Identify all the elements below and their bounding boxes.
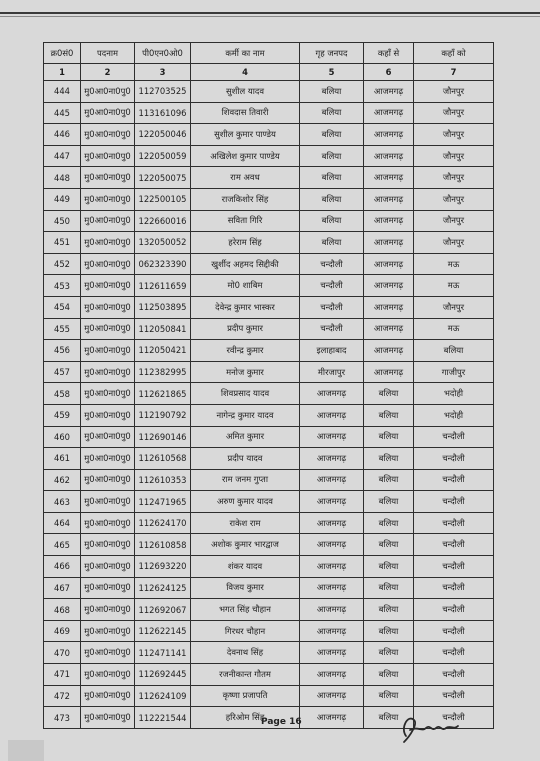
home-district-cell: आजमगढ़ [300,469,364,491]
page-number: Page 16 [261,717,302,727]
from-cell: बलिया [364,491,414,513]
to-cell: चन्दौली [414,707,494,729]
designation-cell: मु0आ0ना0पु0 [81,361,135,383]
column-number-row [44,64,494,81]
home-district-cell: आजमगढ़ [300,448,364,470]
name-cell: विजय कुमार [191,577,300,599]
to-cell: चन्दौली [414,685,494,707]
home-district-cell: आजमगढ़ [300,491,364,513]
to-cell: जौनपुर [414,124,494,146]
home-district-cell: बलिया [300,167,364,189]
table-row [44,426,494,448]
home-district-cell: बलिया [300,124,364,146]
table-row [44,318,494,340]
name-cell: राम अवध [191,167,300,189]
pno-cell: 113161096 [135,102,191,124]
to-cell: बलिया [414,340,494,362]
pno-cell: 122500105 [135,188,191,210]
to-cell: जौनपुर [414,188,494,210]
table-row [44,577,494,599]
serial-cell: 444 [44,81,81,103]
column-header: क्र0सं0 [44,43,81,64]
home-district-cell: चन्दौली [300,318,364,340]
pno-cell: 112471965 [135,491,191,513]
from-cell: आजमगढ़ [364,318,414,340]
name-cell: खुर्शीद अहमद सिद्दीकी [191,253,300,275]
to-cell: जौनपुर [414,210,494,232]
home-district-cell: आजमगढ़ [300,664,364,686]
designation-cell: मु0आ0ना0पु0 [81,404,135,426]
table-row [44,188,494,210]
designation-cell: मु0आ0ना0पु0 [81,383,135,405]
pno-cell: 112692067 [135,599,191,621]
pno-cell: 112622145 [135,620,191,642]
table-row [44,491,494,513]
name-cell: मनोज कुमार [191,361,300,383]
designation-cell: मु0आ0ना0पु0 [81,642,135,664]
home-district-cell: आजमगढ़ [300,556,364,578]
name-cell: राकेश राम [191,512,300,534]
designation-cell: मु0आ0ना0पु0 [81,232,135,254]
designation-cell: मु0आ0ना0पु0 [81,81,135,103]
from-cell: बलिया [364,383,414,405]
pno-cell: 112190792 [135,404,191,426]
pno-cell: 112610568 [135,448,191,470]
to-cell: गाजीपुर [414,361,494,383]
designation-cell: मु0आ0ना0पु0 [81,599,135,621]
from-cell: आजमगढ़ [364,253,414,275]
to-cell: जौनपुर [414,232,494,254]
from-cell: बलिया [364,685,414,707]
to-cell: जौनपुर [414,102,494,124]
from-cell: बलिया [364,512,414,534]
name-cell: सुशील कुमार पाण्डेय [191,124,300,146]
pno-cell: 062323390 [135,253,191,275]
to-cell: चन्दौली [414,426,494,448]
designation-cell: मु0आ0ना0पु0 [81,210,135,232]
serial-cell: 446 [44,124,81,146]
designation-cell: मु0आ0ना0पु0 [81,253,135,275]
column-number: 6 [364,64,414,81]
pno-cell: 112703525 [135,81,191,103]
serial-cell: 462 [44,469,81,491]
designation-cell: मु0आ0ना0पु0 [81,145,135,167]
name-cell: मो0 शाबिम [191,275,300,297]
to-cell: चन्दौली [414,642,494,664]
table-row [44,361,494,383]
designation-cell: मु0आ0ना0पु0 [81,577,135,599]
serial-cell: 464 [44,512,81,534]
name-cell: सविता गिरि [191,210,300,232]
designation-cell: मु0आ0ना0पु0 [81,469,135,491]
home-district-cell: आजमगढ़ [300,685,364,707]
from-cell: आजमगढ़ [364,210,414,232]
designation-cell: मु0आ0ना0पु0 [81,664,135,686]
table-row [44,404,494,426]
name-cell: देवनाथ सिंह [191,642,300,664]
name-cell: राम जनम गुप्ता [191,469,300,491]
designation-cell: मु0आ0ना0पु0 [81,620,135,642]
serial-cell: 469 [44,620,81,642]
to-cell: भदोही [414,383,494,405]
column-header: कर्मी का नाम [191,43,300,64]
name-cell: सुशील यादव [191,81,300,103]
pno-cell: 112621865 [135,383,191,405]
home-district-cell: आजमगढ़ [300,512,364,534]
serial-cell: 451 [44,232,81,254]
pno-cell: 112382995 [135,361,191,383]
column-number: 7 [414,64,494,81]
serial-cell: 473 [44,707,81,729]
from-cell: बलिया [364,620,414,642]
column-number: 4 [191,64,300,81]
from-cell: बलिया [364,577,414,599]
from-cell: आजमगढ़ [364,340,414,362]
scan-artifact [8,740,44,761]
from-cell: बलिया [364,534,414,556]
table-row [44,448,494,470]
serial-cell: 458 [44,383,81,405]
to-cell: चन्दौली [414,664,494,686]
to-cell: चन्दौली [414,599,494,621]
serial-cell: 447 [44,145,81,167]
home-district-cell: आजमगढ़ [300,577,364,599]
table-row [44,469,494,491]
serial-cell: 465 [44,534,81,556]
to-cell: चन्दौली [414,448,494,470]
serial-cell: 461 [44,448,81,470]
name-cell: शिवदास तिवारी [191,102,300,124]
designation-cell: मु0आ0ना0पु0 [81,426,135,448]
name-cell: देवेन्द्र कुमार भास्कर [191,296,300,318]
home-district-cell: चन्दौली [300,275,364,297]
from-cell: बलिया [364,426,414,448]
from-cell: आजमगढ़ [364,167,414,189]
designation-cell: मु0आ0ना0पु0 [81,340,135,362]
pno-cell: 122050059 [135,145,191,167]
to-cell: चन्दौली [414,469,494,491]
from-cell: आजमगढ़ [364,361,414,383]
from-cell: आजमगढ़ [364,124,414,146]
to-cell: जौनपुर [414,167,494,189]
home-district-cell: बलिया [300,210,364,232]
table-row [44,145,494,167]
home-district-cell: बलिया [300,188,364,210]
from-cell: बलिया [364,556,414,578]
serial-cell: 454 [44,296,81,318]
from-cell: बलिया [364,664,414,686]
pno-cell: 112693220 [135,556,191,578]
to-cell: चन्दौली [414,556,494,578]
pno-cell: 112692445 [135,664,191,686]
transfer-table [43,42,494,729]
to-cell: चन्दौली [414,491,494,513]
from-cell: आजमगढ़ [364,102,414,124]
name-cell: प्रदीप यादव [191,448,300,470]
column-number: 3 [135,64,191,81]
home-district-cell: आजमगढ़ [300,426,364,448]
from-cell: आजमगढ़ [364,81,414,103]
table-row [44,124,494,146]
table-row [44,340,494,362]
column-header: कहाँ को [414,43,494,64]
serial-cell: 460 [44,426,81,448]
home-district-cell: आजमगढ़ [300,642,364,664]
serial-cell: 445 [44,102,81,124]
name-cell: अखिलेश कुमार पाण्डेय [191,145,300,167]
table-row [44,512,494,534]
to-cell: जौनपुर [414,81,494,103]
table-row [44,102,494,124]
serial-cell: 456 [44,340,81,362]
to-cell: चन्दौली [414,620,494,642]
serial-cell: 457 [44,361,81,383]
name-cell: प्रदीप कुमार [191,318,300,340]
table-row [44,556,494,578]
home-district-cell: आजमगढ़ [300,620,364,642]
home-district-cell: इलाहाबाद [300,340,364,362]
from-cell: आजमगढ़ [364,145,414,167]
table-row [44,383,494,405]
table-row [44,232,494,254]
from-cell: बलिया [364,448,414,470]
to-cell: मऊ [414,275,494,297]
designation-cell: मु0आ0ना0पु0 [81,102,135,124]
designation-cell: मु0आ0ना0पु0 [81,685,135,707]
home-district-cell: बलिया [300,102,364,124]
signature [396,706,462,746]
pno-cell: 112503895 [135,296,191,318]
from-cell: आजमगढ़ [364,188,414,210]
from-cell: बलिया [364,707,414,729]
designation-cell: मु0आ0ना0पु0 [81,534,135,556]
name-cell: शंकर यादव [191,556,300,578]
serial-cell: 470 [44,642,81,664]
pno-cell: 112624170 [135,512,191,534]
name-cell: रवीन्द्र कुमार [191,340,300,362]
from-cell: बलिया [364,404,414,426]
pno-cell: 112611659 [135,275,191,297]
designation-cell: मु0आ0ना0पु0 [81,275,135,297]
name-cell: हरिओम सिंह [191,707,300,729]
designation-cell: मु0आ0ना0पु0 [81,556,135,578]
serial-cell: 467 [44,577,81,599]
table-row [44,664,494,686]
table-row [44,599,494,621]
to-cell: भदोही [414,404,494,426]
name-cell: हरेराम सिंह [191,232,300,254]
table-row [44,534,494,556]
pno-cell: 112610858 [135,534,191,556]
serial-cell: 453 [44,275,81,297]
home-district-cell: आजमगढ़ [300,383,364,405]
home-district-cell: आजमगढ़ [300,534,364,556]
table-row [44,167,494,189]
name-cell: रजनीकान्त गौतम [191,664,300,686]
to-cell: मऊ [414,253,494,275]
name-cell: अमित कुमार [191,426,300,448]
to-cell: मऊ [414,318,494,340]
serial-cell: 452 [44,253,81,275]
to-cell: जौनपुर [414,145,494,167]
column-header: पदनाम [81,43,135,64]
from-cell: आजमगढ़ [364,275,414,297]
table-body [44,81,494,729]
pno-cell: 122050075 [135,167,191,189]
table-row [44,275,494,297]
designation-cell: मु0आ0ना0पु0 [81,296,135,318]
home-district-cell: आजमगढ़ [300,404,364,426]
pno-cell: 112471141 [135,642,191,664]
pno-cell: 122050046 [135,124,191,146]
serial-cell: 459 [44,404,81,426]
name-cell: अरुण कुमार यादव [191,491,300,513]
from-cell: बलिया [364,469,414,491]
designation-cell: मु0आ0ना0पु0 [81,188,135,210]
home-district-cell: चन्दौली [300,253,364,275]
table-row [44,642,494,664]
name-cell: नागेन्द्र कुमार यादव [191,404,300,426]
serial-cell: 472 [44,685,81,707]
column-number: 2 [81,64,135,81]
to-cell: चन्दौली [414,577,494,599]
home-district-cell: बलिया [300,232,364,254]
designation-cell: मु0आ0ना0पु0 [81,707,135,729]
table-row [44,253,494,275]
serial-cell: 466 [44,556,81,578]
table-row [44,296,494,318]
top-rule-thin [0,16,540,17]
serial-cell: 450 [44,210,81,232]
name-cell: कृष्णा प्रजापति [191,685,300,707]
pno-cell: 112624125 [135,577,191,599]
home-district-cell: चन्दौली [300,296,364,318]
from-cell: आजमगढ़ [364,296,414,318]
serial-cell: 449 [44,188,81,210]
name-cell: भगत सिंह चौहान [191,599,300,621]
pno-cell: 112050421 [135,340,191,362]
column-header: कहाँ से [364,43,414,64]
serial-cell: 471 [44,664,81,686]
home-district-cell: आजमगढ़ [300,707,364,729]
designation-cell: मु0आ0ना0पु0 [81,491,135,513]
column-header: पी0एन0ओ0 [135,43,191,64]
pno-cell: 112221544 [135,707,191,729]
designation-cell: मु0आ0ना0पु0 [81,512,135,534]
from-cell: बलिया [364,642,414,664]
to-cell: चन्दौली [414,534,494,556]
pno-cell: 112690146 [135,426,191,448]
from-cell: आजमगढ़ [364,232,414,254]
pno-cell: 112610353 [135,469,191,491]
designation-cell: मु0आ0ना0पु0 [81,124,135,146]
table-row [44,81,494,103]
designation-cell: मु0आ0ना0पु0 [81,448,135,470]
serial-cell: 448 [44,167,81,189]
name-cell: गिरधर चौहान [191,620,300,642]
serial-cell: 455 [44,318,81,340]
name-cell: अशोक कुमार भारद्वाज [191,534,300,556]
pno-cell: 112624109 [135,685,191,707]
home-district-cell: बलिया [300,145,364,167]
serial-cell: 468 [44,599,81,621]
name-cell: शिवप्रसाद यादव [191,383,300,405]
table-row [44,685,494,707]
to-cell: जौनपुर [414,296,494,318]
table-row [44,210,494,232]
column-number: 1 [44,64,81,81]
header-row [44,43,494,64]
home-district-cell: मीरजापुर [300,361,364,383]
pno-cell: 132050052 [135,232,191,254]
to-cell: चन्दौली [414,512,494,534]
home-district-cell: बलिया [300,81,364,103]
column-header: गृह जनपद [300,43,364,64]
designation-cell: मु0आ0ना0पु0 [81,167,135,189]
pno-cell: 122660016 [135,210,191,232]
serial-cell: 463 [44,491,81,513]
from-cell: बलिया [364,599,414,621]
column-number: 5 [300,64,364,81]
table-row [44,620,494,642]
home-district-cell: आजमगढ़ [300,599,364,621]
name-cell: राजकिशोर सिंह [191,188,300,210]
pno-cell: 112050841 [135,318,191,340]
top-rule [0,12,540,14]
designation-cell: मु0आ0ना0पु0 [81,318,135,340]
